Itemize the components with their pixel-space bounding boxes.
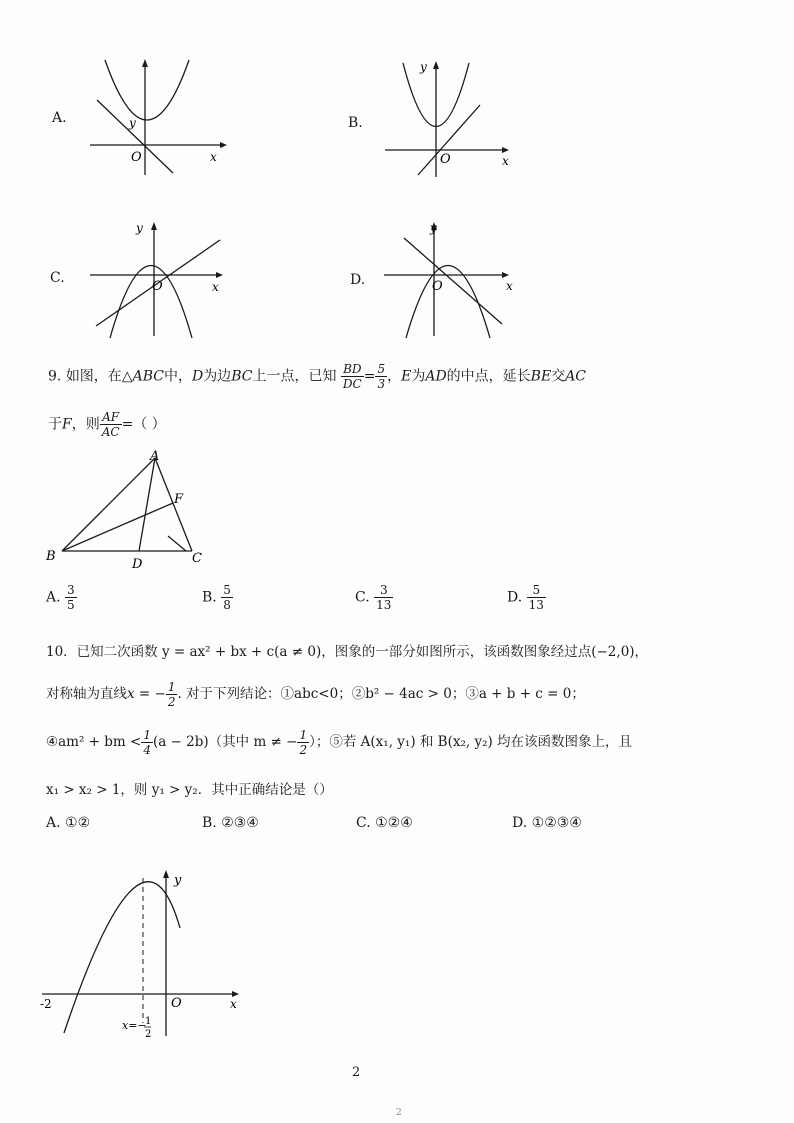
y-label: y — [136, 221, 143, 235]
q9-ratio-value: $\frac{5}{3}$ — [377, 362, 386, 391]
parabola — [110, 266, 192, 339]
q9-option-b: B. $\frac{5}{8}$ — [202, 583, 231, 612]
parabola — [105, 60, 189, 120]
y-label: y — [420, 60, 427, 74]
x-axis-arrow-icon — [216, 272, 223, 278]
origin-label: O — [440, 152, 451, 167]
q9-ratio-bd-dc: $\frac{BD}{DC}$ — [342, 362, 362, 391]
origin-label: O — [432, 279, 443, 294]
q10-option-c: C. ①②④ — [356, 815, 413, 831]
x-label: x — [506, 279, 513, 293]
origin-label: O — [131, 150, 142, 165]
vertex-b-label: B — [46, 549, 56, 564]
x-axis-arrow-icon — [502, 272, 509, 278]
q10-option-b: B. ②③④ — [202, 815, 259, 831]
q9-option-a: A. $\frac{3}{5}$ — [46, 583, 75, 612]
symmetry-den: 2 — [145, 1029, 152, 1040]
q8-option-a-label: A. — [52, 110, 67, 126]
y-axis-arrow-icon — [433, 61, 439, 69]
line — [404, 238, 502, 324]
point-neg2-label: -2 — [40, 997, 52, 1011]
y-axis-arrow-icon — [163, 870, 169, 878]
q8-graph-d — [382, 218, 532, 343]
q8-graph-b — [380, 55, 530, 180]
symmetry-label: x=− — [122, 1019, 147, 1032]
q8-graph-a — [85, 55, 235, 180]
symmetry-num: 1 — [145, 1016, 152, 1027]
y-axis-arrow-icon — [151, 222, 157, 230]
point-f-label: F — [174, 492, 184, 507]
q9-triangle-figure — [40, 448, 220, 573]
q10-line2: 对称轴为直线x = − $\frac{1}{2}$ . 对于下列结论：①abc<0；②b² − 4ac > 0；③a + b + c = 0； — [46, 680, 585, 709]
x-label: x — [502, 154, 509, 168]
page-number: 2 — [352, 1065, 361, 1080]
q9-ratio-af-ac: $\frac{AF}{AC}$ — [101, 410, 120, 439]
point-d-label: D — [132, 557, 143, 572]
q8-graph-c — [88, 218, 238, 343]
q10-parabola-figure — [30, 858, 260, 1048]
parabola — [64, 882, 180, 1033]
origin-label: O — [171, 996, 182, 1011]
x-label: x — [230, 997, 237, 1011]
segment-bf — [62, 503, 173, 551]
y-label: y — [430, 221, 437, 235]
x-label: x — [212, 280, 219, 294]
y-label: y — [174, 873, 182, 888]
y-axis-arrow-icon — [142, 59, 148, 67]
origin-label: O — [152, 279, 163, 294]
q10-line3: ④am² + bm < $\frac{1}{4}$ (a − 2b)（其中 m ≠ − $\frac{1}{2}$ ）；⑤若 A(x₁, y₁) 和 B(x₂, y₂) 均在该函数图象上，且 — [46, 728, 633, 757]
tick-mark — [168, 536, 186, 551]
q9-option-d: D. $\frac{5}{13}$ — [507, 583, 544, 612]
q9-option-c: C. $\frac{3}{13}$ — [355, 583, 392, 612]
vertex-a-label: A — [150, 449, 160, 464]
q10-option-a: A. ①② — [46, 815, 91, 831]
q8-option-d-label: D. — [350, 272, 366, 288]
q8-option-b-label: B. — [348, 115, 363, 131]
x-axis-arrow-icon — [220, 142, 227, 148]
q10-option-d: D. ①②③④ — [512, 815, 582, 831]
q9-line1: 9. 如图，在△ABC中，D为边BC上一点，已知 $\frac{BD}{DC}$ = $\frac{5}{3}$ ，E为AD的中点，延长BE交AC — [48, 362, 587, 391]
x-axis-arrow-icon — [502, 147, 509, 153]
x-label: x — [210, 150, 217, 164]
footer-mark: 2 — [396, 1108, 402, 1118]
q10-line1: 10．已知二次函数 y = ax² + bx + c(a ≠ 0)，图象的一部分如图所示，该函数图象经过点(−2,0)， — [46, 644, 649, 660]
q8-option-c-label: C. — [50, 270, 65, 286]
y-label: y — [129, 116, 136, 130]
vertex-c-label: C — [192, 551, 202, 566]
q9-line2: 于F，则 $\frac{AF}{AC}$ =（ ） — [48, 410, 166, 439]
q10-line4: x₁ > x₂ > 1，则 y₁ > y₂．其中正确结论是（） — [46, 782, 333, 798]
